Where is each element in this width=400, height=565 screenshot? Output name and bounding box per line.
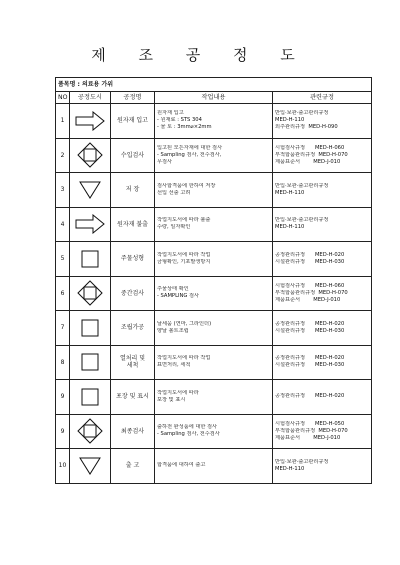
storage-triangle-icon [70, 180, 110, 200]
symbol-cell [70, 173, 111, 208]
symbol-cell [70, 414, 111, 449]
regulation-line: 공정관리규정 MED-H-020 [275, 393, 345, 400]
regulation-line: MED-H-110 [275, 224, 305, 231]
process-name: 중간검사 [111, 276, 155, 311]
related-regulations [273, 138, 372, 173]
work-line: 양날 볼트조립 [157, 327, 189, 334]
operation-square-icon [70, 387, 110, 407]
work-content [155, 242, 273, 277]
step-number: 9 [56, 414, 70, 449]
symbol-cell [70, 380, 111, 415]
regulation-line: 제품표준서 MED-J-010 [275, 434, 341, 441]
table-row [56, 414, 372, 449]
regulation-line: 시설관리규정 MED-H-030 [275, 362, 345, 369]
symbol-cell [70, 345, 111, 380]
header-symbol: 공정도시 [70, 92, 111, 104]
related-regulations [273, 414, 372, 449]
arrow-right-icon [70, 111, 110, 131]
symbol-cell [70, 449, 111, 484]
process-name: 원자재 불출 [111, 207, 155, 242]
step-number: 2 [56, 138, 70, 173]
operation-square-icon [70, 318, 110, 338]
regulation-line: 반입·보관·출고관리규정 [275, 182, 329, 189]
regulation-line: 부적합품관리규정 MED-H-070 [275, 151, 348, 158]
work-line: 포장 및 표시 [157, 396, 186, 403]
work-content [155, 207, 273, 242]
header-work: 작업내용 [155, 92, 273, 104]
header-regs: 관련규정 [273, 92, 372, 104]
regulation-line: MED-H-110 [275, 465, 305, 472]
work-line: 무검사 [157, 158, 173, 165]
regulation-line: 반입·보관·출고관리규정 [275, 110, 329, 117]
table-row [56, 276, 372, 311]
work-line: 원자재 입고 [157, 110, 184, 117]
table-row [56, 345, 372, 380]
related-regulations [273, 276, 372, 311]
regulation-line: MED-H-110 [275, 117, 305, 124]
header-no: NO [56, 92, 70, 104]
symbol-cell [70, 104, 111, 139]
step-number: 6 [56, 276, 70, 311]
process-name: 열처리 및 세척 [111, 345, 155, 380]
related-regulations [273, 242, 372, 277]
work-line: 날세움 (연마, 그라인더) [157, 320, 212, 327]
symbol-cell [70, 276, 111, 311]
table-row [56, 311, 372, 346]
work-line: - Sampling 검사, 전수검사, [157, 151, 222, 158]
process-name: 수입검사 [111, 138, 155, 173]
table-row [56, 380, 372, 415]
work-line: 수량, 일자확인 [157, 224, 191, 231]
work-line: 작업지도서에 따라 불출 [157, 217, 211, 224]
regulation-line: MED-H-110 [275, 189, 305, 196]
symbol-cell [70, 207, 111, 242]
work-content [155, 380, 273, 415]
table-row [56, 207, 372, 242]
operation-square-icon [70, 352, 110, 372]
regulation-line: 시설관리규정 MED-H-030 [275, 258, 345, 265]
work-line: - SAMPLING 검사 [157, 293, 200, 300]
related-regulations [273, 173, 372, 208]
process-name: 포장 및 표시 [111, 380, 155, 415]
regulation-line: 시험검사규정 MED-H-060 [275, 144, 345, 151]
work-content [155, 449, 273, 484]
regulation-line: 공정관리규정 MED-H-020 [275, 355, 345, 362]
work-line: 선입 선출 고려 [157, 189, 191, 196]
work-content [155, 414, 273, 449]
work-line: - 물 토 : 3mm⌀×2mm [157, 124, 212, 131]
work-content [155, 311, 273, 346]
symbol-cell [70, 138, 111, 173]
regulation-line: 제품표준서 MED-J-010 [275, 158, 341, 165]
work-content [155, 276, 273, 311]
regulation-line: 반입·보관·출고관리규정 [275, 217, 329, 224]
work-line: - 원재료 : STS 304 [157, 117, 202, 124]
work-line: 작업지도서에 따라 작업 [157, 355, 211, 362]
table-row [56, 242, 372, 277]
work-line: 금형확인, 기포발생방지 [157, 258, 211, 265]
regulation-line: 시험검사규정 MED-H-060 [275, 282, 345, 289]
work-line: - Sampling 검사, 전수검사 [157, 431, 220, 438]
product-name: 품목명 : 의료용 가위 [56, 78, 372, 92]
work-line: 작업지도서에 따라 작업 [157, 251, 211, 258]
work-line: 입고된 모든자재에 대한 검사 [157, 144, 223, 151]
step-number: 5 [56, 242, 70, 277]
regulation-line: 공정관리규정 MED-H-020 [275, 251, 345, 258]
process-name: 출 고 [111, 449, 155, 484]
inspection-diamond-icon [70, 142, 110, 168]
work-line: 출하전 완성품에 대한 검사 [157, 424, 218, 431]
step-number: 1 [56, 104, 70, 139]
regulation-line: 반입·보관·출고관리규정 [275, 458, 329, 465]
table-row [56, 104, 372, 139]
regulation-line: 제품표준서 MED-J-010 [275, 296, 341, 303]
work-line: 주물상태 확인 [157, 286, 189, 293]
related-regulations [273, 104, 372, 139]
process-table [55, 77, 372, 484]
regulation-line: 공정관리규정 MED-H-020 [275, 320, 345, 327]
regulation-line: 부적합품관리규정 MED-H-070 [275, 427, 348, 434]
work-line: 검사합격품에 한하여 저장 [157, 182, 216, 189]
related-regulations [273, 207, 372, 242]
work-content [155, 345, 273, 380]
work-line: 합격품에 대하여 출고 [157, 462, 206, 469]
page-title: 제 조 공 정 도 [91, 46, 309, 64]
work-content [155, 173, 273, 208]
related-regulations [273, 380, 372, 415]
operation-square-icon [70, 249, 110, 269]
step-number: 3 [56, 173, 70, 208]
symbol-cell [70, 242, 111, 277]
regulation-line: 시설관리규정 MED-H-030 [275, 327, 345, 334]
inspection-diamond-icon [70, 418, 110, 444]
step-number: 9 [56, 380, 70, 415]
process-name: 최종검사 [111, 414, 155, 449]
storage-triangle-icon [70, 456, 110, 476]
work-line: 표면처리, 세척 [157, 362, 191, 369]
regulation-line: 부적합품관리규정 MED-H-070 [275, 289, 348, 296]
inspection-diamond-icon [70, 280, 110, 306]
process-name: 원자재 입고 [111, 104, 155, 139]
work-line: 작업지도서에 따라 [157, 389, 199, 396]
regulation-line: 외주관리규정 MED-H-090 [275, 124, 338, 131]
step-number: 10 [56, 449, 70, 484]
step-number: 8 [56, 345, 70, 380]
step-number: 4 [56, 207, 70, 242]
table-row [56, 138, 372, 173]
related-regulations [273, 311, 372, 346]
table-row [56, 449, 372, 484]
arrow-right-icon [70, 214, 110, 234]
process-name: 저 장 [111, 173, 155, 208]
step-number: 7 [56, 311, 70, 346]
regulation-line: 시험검사규정 MED-H-050 [275, 420, 345, 427]
work-content [155, 104, 273, 139]
related-regulations [273, 449, 372, 484]
header-process: 공정명 [111, 92, 155, 104]
symbol-cell [70, 311, 111, 346]
process-name: 조립가공 [111, 311, 155, 346]
process-name: 주물성형 [111, 242, 155, 277]
related-regulations [273, 345, 372, 380]
table-row [56, 173, 372, 208]
work-content [155, 138, 273, 173]
